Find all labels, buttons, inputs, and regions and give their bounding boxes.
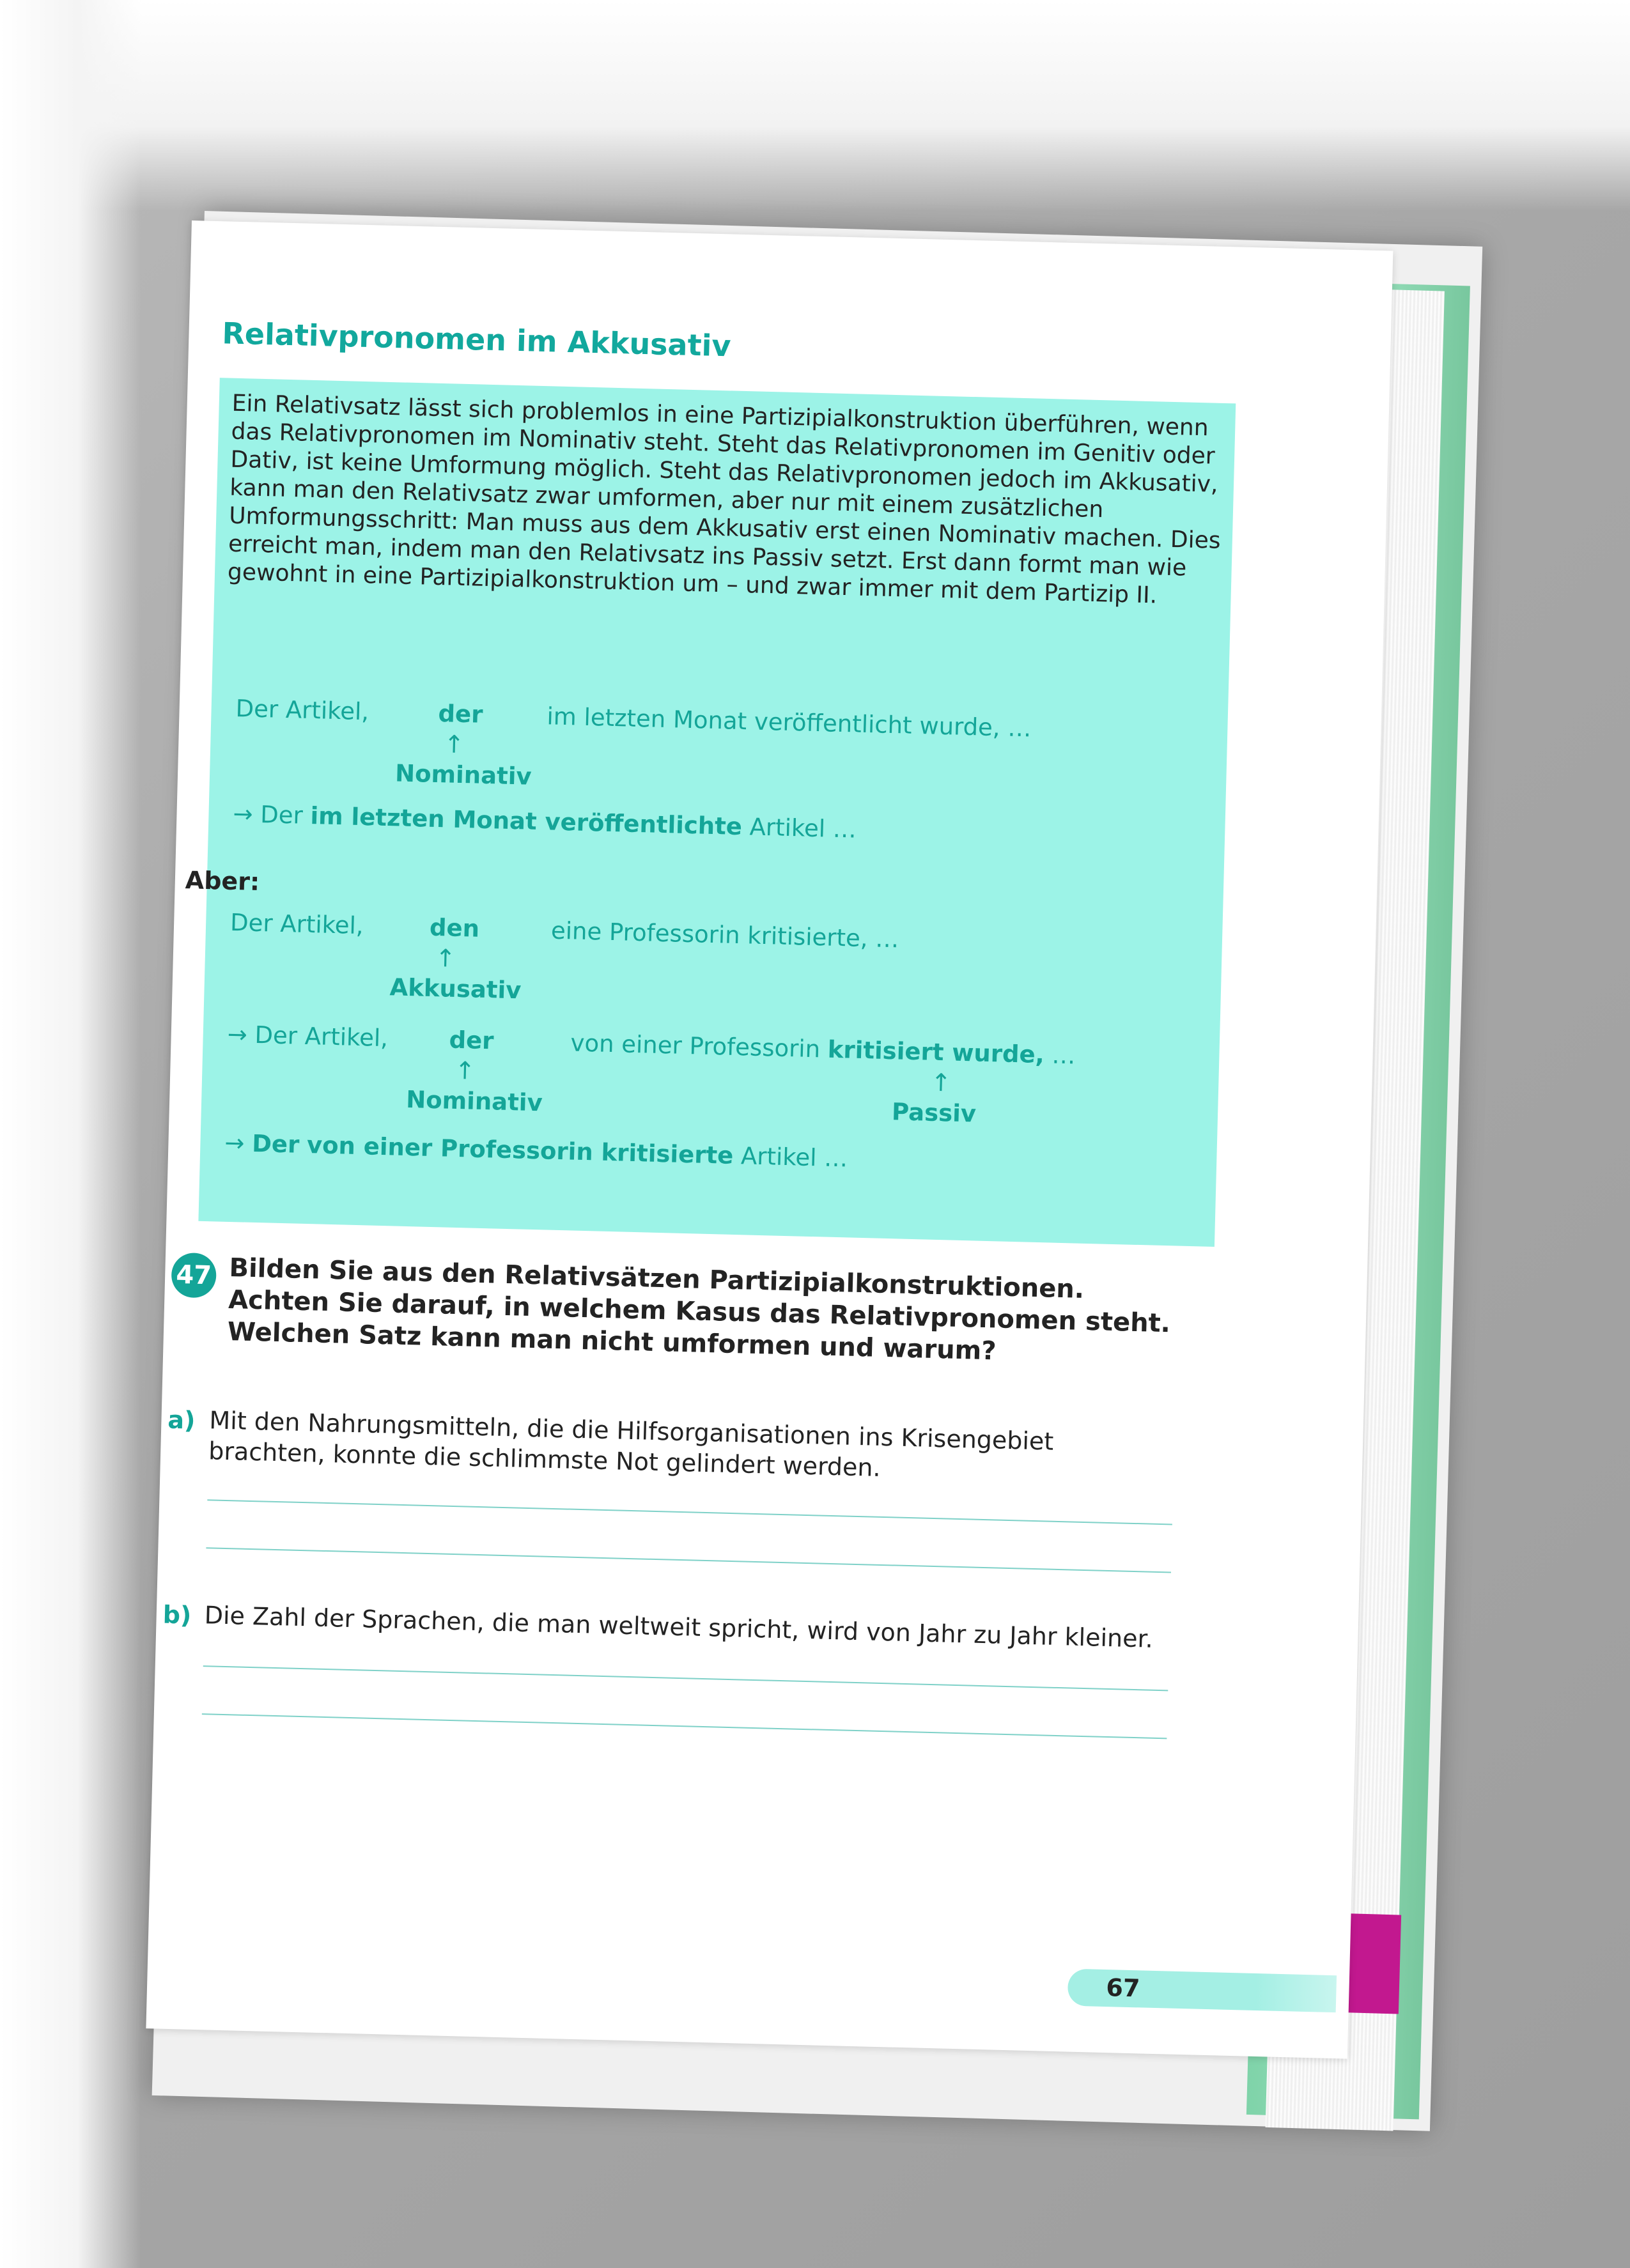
answer-line-b2[interactable] xyxy=(202,1713,1167,1739)
example2-step-case-label: Nominativ xyxy=(405,1085,543,1117)
example1-pronoun: der xyxy=(438,700,483,729)
arrow-up-icon: ↑ xyxy=(443,730,465,759)
answer-line-a1[interactable] xyxy=(207,1499,1172,1525)
example2-step: → Der Artikel, xyxy=(227,1020,389,1053)
example1-start: Der Artikel, xyxy=(235,694,369,726)
passive-label: Passiv xyxy=(891,1098,977,1128)
page-number-tab xyxy=(1067,1969,1337,2013)
example2-case-label: Akkusativ xyxy=(389,973,522,1005)
example2-result: → Der von einer Professorin kritisierte Artikel … xyxy=(224,1129,848,1173)
example1-case-label: Nominativ xyxy=(394,759,532,791)
exercise-number-badge: 47 xyxy=(171,1253,217,1299)
scan-background-left xyxy=(0,0,141,2268)
step-arrow-icon: → xyxy=(227,1020,248,1049)
task-b-label: b) xyxy=(162,1600,192,1630)
example2-rest: eine Professorin kritisierte, … xyxy=(550,916,899,953)
example2-pronoun: den xyxy=(429,913,480,943)
arrow-up-icon: ↑ xyxy=(454,1056,476,1085)
page-number: 67 xyxy=(1105,1973,1140,2003)
scan-background-top xyxy=(0,0,1630,211)
answer-line-a2[interactable] xyxy=(206,1547,1171,1573)
arrow-up-icon: ↑ xyxy=(930,1068,952,1097)
book-page xyxy=(146,220,1393,2059)
section-title: Relativpronomen im Akkusativ xyxy=(221,316,732,364)
task-a-label: a) xyxy=(167,1405,196,1435)
task-b-text: Die Zahl der Sprachen, die man weltweit spricht, wird von Jahr zu Jahr kleiner. xyxy=(204,1601,1154,1653)
example1-rest: im letzten Monat veröffentlicht wurde, … xyxy=(547,702,1032,743)
example1-result: → Der im letzten Monat veröffentlichte Artikel … xyxy=(232,799,857,844)
example2-step-pronoun: der xyxy=(449,1026,495,1055)
arrow-up-icon: ↑ xyxy=(435,944,456,973)
example2-start: Der Artikel, xyxy=(229,908,364,940)
grammar-rule-box xyxy=(185,378,1236,1247)
task-a-text: Mit den Nahrungsmitteln, die die Hilfsorganisationen ins Krisengebiet brachten, konnte die schlimmste Not gelindert werden. xyxy=(208,1406,1054,1482)
result-arrow-icon: → xyxy=(232,799,254,828)
answer-line-b1[interactable] xyxy=(203,1665,1168,1691)
exercise-instruction: Bilden Sie aus den Relativsätzen Partizipialkonstruktionen. Achten Sie darauf, in welchem Kasus das Relativpronomen steht. Welchen Satz kann man nicht umformen und warum? xyxy=(227,1253,1171,1366)
example2-step-rest: von einer Professorin kritisiert wurde, … xyxy=(570,1029,1076,1070)
result-arrow-icon: → xyxy=(224,1129,245,1157)
aber-label: Aber: xyxy=(185,866,260,897)
rule-paragraph: Ein Relativsatz lässt sich problemlos in eine Partizipialkonstruktion überführen, wenn das Relativpronomen im Nominativ steht. Steht das Relativpronomen im Genitiv oder Dativ, ist keine Umformung möglich. Steht das Relativpronomen jedoch im Akkusativ, kann man den Relativsatz zwar umformen, aber nur mit einem zusätzlichen Umformungsschritt: Man muss aus dem Akkusativ erst einen Nominativ machen. Dies erreicht man, indem man den Relativsatz ins Passiv setzt. Erst dann formt man wie gewohnt in eine Partizipialkonstruktion um – und zwar immer mit dem Partizip II. xyxy=(227,390,1222,609)
